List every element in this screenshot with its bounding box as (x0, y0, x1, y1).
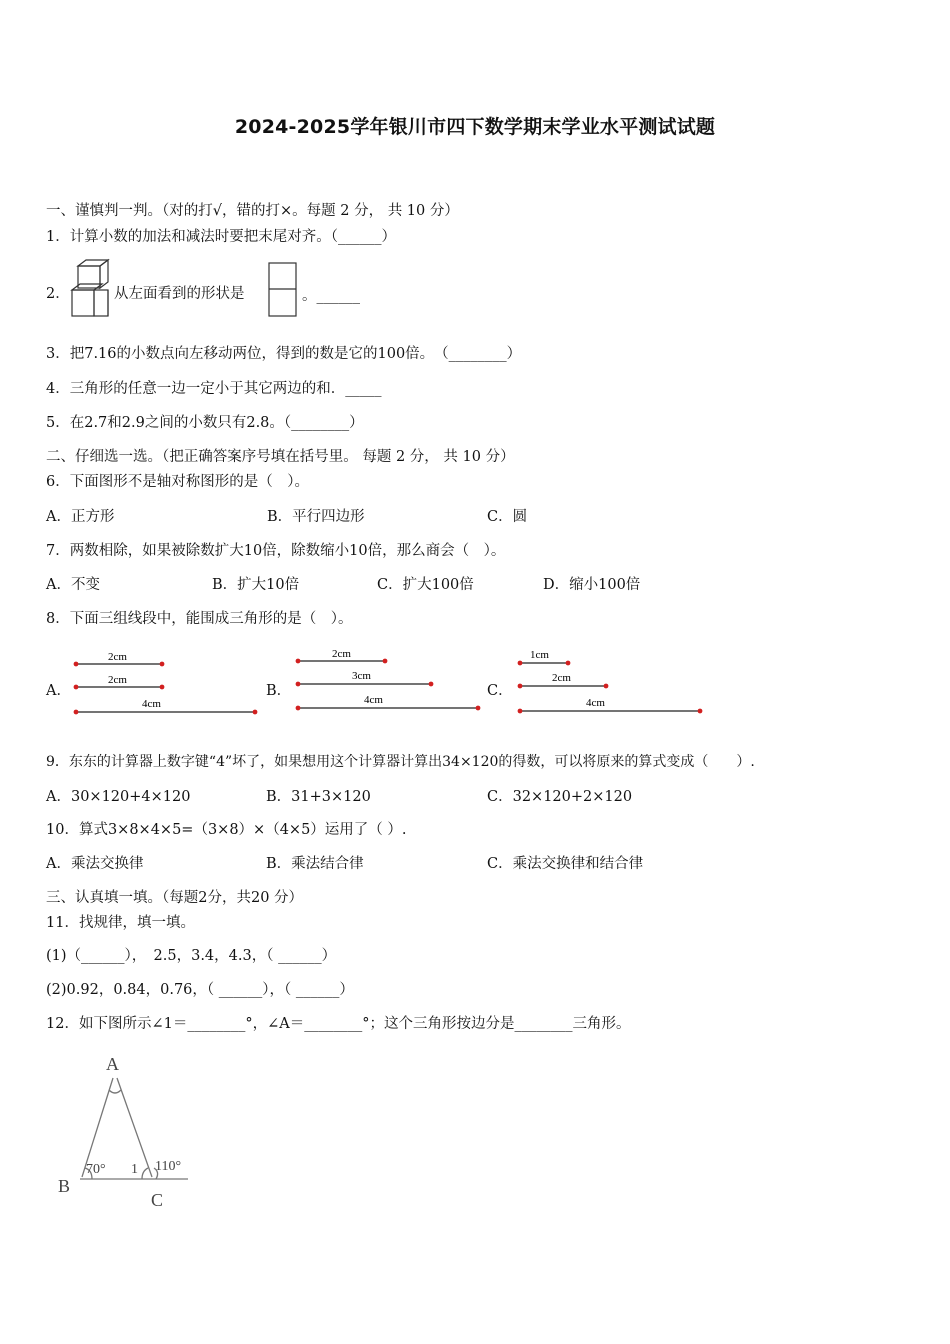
segments-figure-a (70, 646, 265, 721)
exterior-angle-label: 110° (155, 1159, 182, 1174)
vertex-a-label: A (106, 1054, 119, 1074)
segment-a3-label: 4cm (142, 698, 161, 710)
vertex-b-label: B (58, 1176, 71, 1196)
question-3: 3．把7.16的小数点向左移动两位，得到的数是它的100倍。 （________） (46, 346, 522, 362)
question-11-part-2: (2)0.92，0.84，0.76，（ ______），（ ______） (46, 982, 354, 998)
question-8: 8．下面三组线段中，能围成三角形的是（ ）。 (46, 611, 353, 627)
question-4: 4．三角形的任意一边一定小于其它两边的和．_____ (46, 381, 382, 397)
question-2 (46, 284, 70, 304)
question-8-option-c: C． (487, 683, 513, 699)
segments-figure-b (292, 643, 487, 718)
segments-figure-c (514, 645, 709, 720)
cube-stack-figure (70, 258, 112, 320)
question-8-option-b: B． (266, 683, 292, 699)
section-2-heading: 二、仔细选一选。（把正确答案序号填在括号里。 每题 2 分， 共 10 分） (46, 449, 515, 465)
segment-a2-label: 2cm (108, 674, 127, 686)
question-7-option-a: A．不变 (46, 577, 100, 593)
question-7-option-c: C．扩大100倍 (377, 577, 474, 593)
question-10: 10．算式3×8×4×5=（3×8）×（4×5）运用了（ ）. (46, 822, 407, 838)
question-10-option-b: B．乘法结合律 (266, 856, 364, 872)
angle-1-label: 1 (131, 1162, 138, 1177)
question-7-option-d: D．缩小100倍 (543, 577, 641, 593)
question-8-option-a: A． (46, 683, 71, 699)
segment-c3-label: 4cm (586, 697, 605, 709)
question-10-option-a: A．乘法交换律 (46, 856, 144, 872)
section-1-heading: 一、谨慎判一判。（对的打√，错的打×。每题 2 分， 共 10 分） (46, 203, 459, 219)
segment-b3-label: 4cm (364, 694, 383, 706)
question-6-option-c: C．圆 (487, 509, 528, 525)
angle-b-label: 70° (86, 1162, 106, 1177)
segment-a1-label: 2cm (108, 651, 127, 663)
page-title: 2024-2025学年银川市四下数学期末学业水平测试试题 (234, 116, 716, 138)
question-2-text: 从左面看到的形状是 (114, 286, 245, 302)
question-2-tail: 。______ (302, 288, 360, 304)
left-view-figure (268, 262, 298, 318)
vertex-c-label: C (151, 1190, 164, 1210)
segment-c2-label: 2cm (552, 672, 571, 684)
segment-b1-label: 2cm (332, 648, 351, 660)
question-9-option-b: B．31+3×120 (266, 789, 371, 805)
question-11-part-1: (1)（______）， 2.5，3.4，4.3，（ ______） (46, 948, 337, 964)
question-11: 11．找规律，填一填。 (46, 915, 195, 931)
question-5: 5．在2.7和2.9之间的小数只有2.8。（________） (46, 415, 364, 431)
question-9: 9．东东的计算器上数字键“4”坏了，如果想用这个计算器计算出34×120的得数，可以将原来的算式变成（ ）. (46, 754, 755, 770)
question-10-option-c: C．乘法交换律和结合律 (487, 856, 644, 872)
question-7-option-b: B．扩大10倍 (212, 577, 300, 593)
segment-b2-label: 3cm (352, 670, 371, 682)
question-6-option-b: B．平行四边形 (267, 509, 365, 525)
question-2-number: 2． (46, 286, 70, 302)
question-6-option-a: A．正方形 (46, 509, 115, 525)
question-12: 12．如下图所示∠1＝________°，∠A＝________°；这个三角形按边分是________三角形。 (46, 1016, 631, 1032)
segment-c1-label: 1cm (530, 649, 549, 661)
question-7: 7．两数相除，如果被除数扩大10倍，除数缩小10倍，那么商会（ ）。 (46, 543, 506, 559)
question-9-option-a: A．30×120+4×120 (46, 789, 191, 805)
section-3-heading: 三、认真填一填。（每题2分，共20 分） (46, 890, 304, 906)
question-6: 6．下面图形不是轴对称图形的是（ ）。 (46, 474, 309, 490)
question-1: 1．计算小数的加法和减法时要把末尾对齐。（______） (46, 229, 396, 245)
triangle-figure (52, 1048, 202, 1210)
question-9-option-c: C．32×120+2×120 (487, 789, 633, 805)
